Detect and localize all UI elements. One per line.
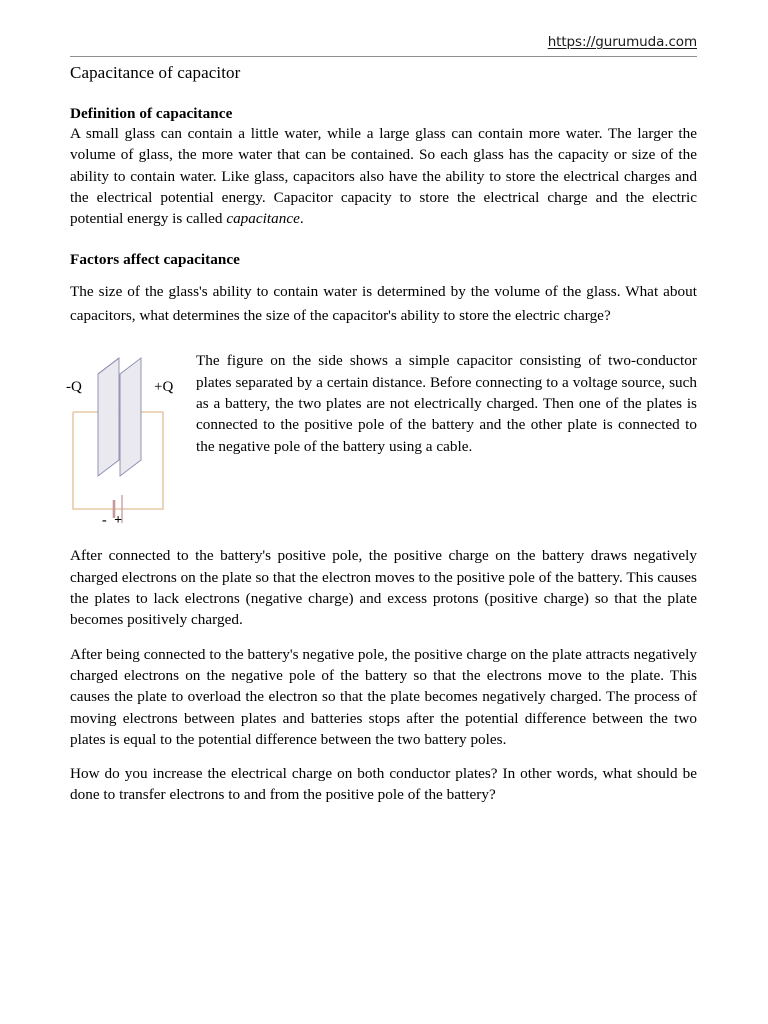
- paragraph-negative-pole: After being connected to the battery's negative pole, the positive charge on the plate attracts negatively charged electrons on the negative pole of the battery so that the electrons move to the plate. This causes the plate to overload the electron so that the plate becomes negatively charged. The process of moving electrons between plates and batteries stops after the potential difference between the two plates is equal to the potential difference between the two battery poles.: [70, 645, 697, 748]
- page-header: [70, 33, 697, 51]
- header-url-link[interactable]: https://gurumuda.com: [547, 34, 697, 50]
- section-heading-factors: Factors affect capacitance: [70, 251, 240, 269]
- section-heading-definition: Definition of capacitance: [70, 105, 233, 122]
- label-battery-poles: - +: [102, 513, 125, 529]
- paragraph-figure-description: The figure on the side shows a simple capacitor consisting of two-conductor plates separated by a certain distance. Before connecting to a voltage source, such as a battery, the two plates are not electrically charged. Then one of the plates is connected to the positive pole of the battery and the other plate is connected to the negative pole of the battery using a cable.: [196, 352, 697, 455]
- capacitor-figure: [66, 350, 188, 532]
- paragraph-definition: [70, 123, 697, 229]
- capacitor-diagram-svg: [70, 350, 188, 532]
- paragraph-positive-pole: After connected to the battery's positive pole, the positive charge on the battery draws negatively charged electrons on the plate so that the electron moves to the positive pole of the battery. This causes the plates to lack electrons (negative charge) and excess protons (positive charge) so that the plate becomes positively charged.: [70, 547, 697, 629]
- paragraph-definition-emphasis: capacitance: [226, 210, 300, 228]
- capacitor-plate-negative: [98, 358, 119, 476]
- header-divider: [70, 56, 697, 57]
- label-charge-negative: -Q: [66, 379, 82, 396]
- document-content: [66, 62, 697, 806]
- paragraph-factors: The size of the glass's ability to contain water is determined by the volume of the glass. What about capacitors, what determines the size of the capacitor's ability to store the electric charge?: [70, 283, 697, 325]
- paragraph-definition-lead: A small glass can contain a little water, while a large glass can contain more water. The larger the volume of glass, the more water that can be contained. So each glass has the capacity or size of the ability to contain water. Like glass, capacitors also have the ability to store the electrical charges and the electrical potential energy. Capacitor capacity to store the electrical charge and the electric potential energy is called: [70, 125, 697, 228]
- page-title: Capacitance of capacitor: [70, 63, 241, 82]
- capacitor-plate-positive: [120, 358, 141, 476]
- paragraph-definition-tail: .: [299, 210, 304, 228]
- label-charge-positive: +Q: [154, 379, 174, 396]
- figure-text-block: [66, 350, 697, 532]
- paragraph-question: How do you increase the electrical charge on both conductor plates? In other words, what should be done to transfer electrons to and from the positive pole of the battery?: [70, 765, 697, 804]
